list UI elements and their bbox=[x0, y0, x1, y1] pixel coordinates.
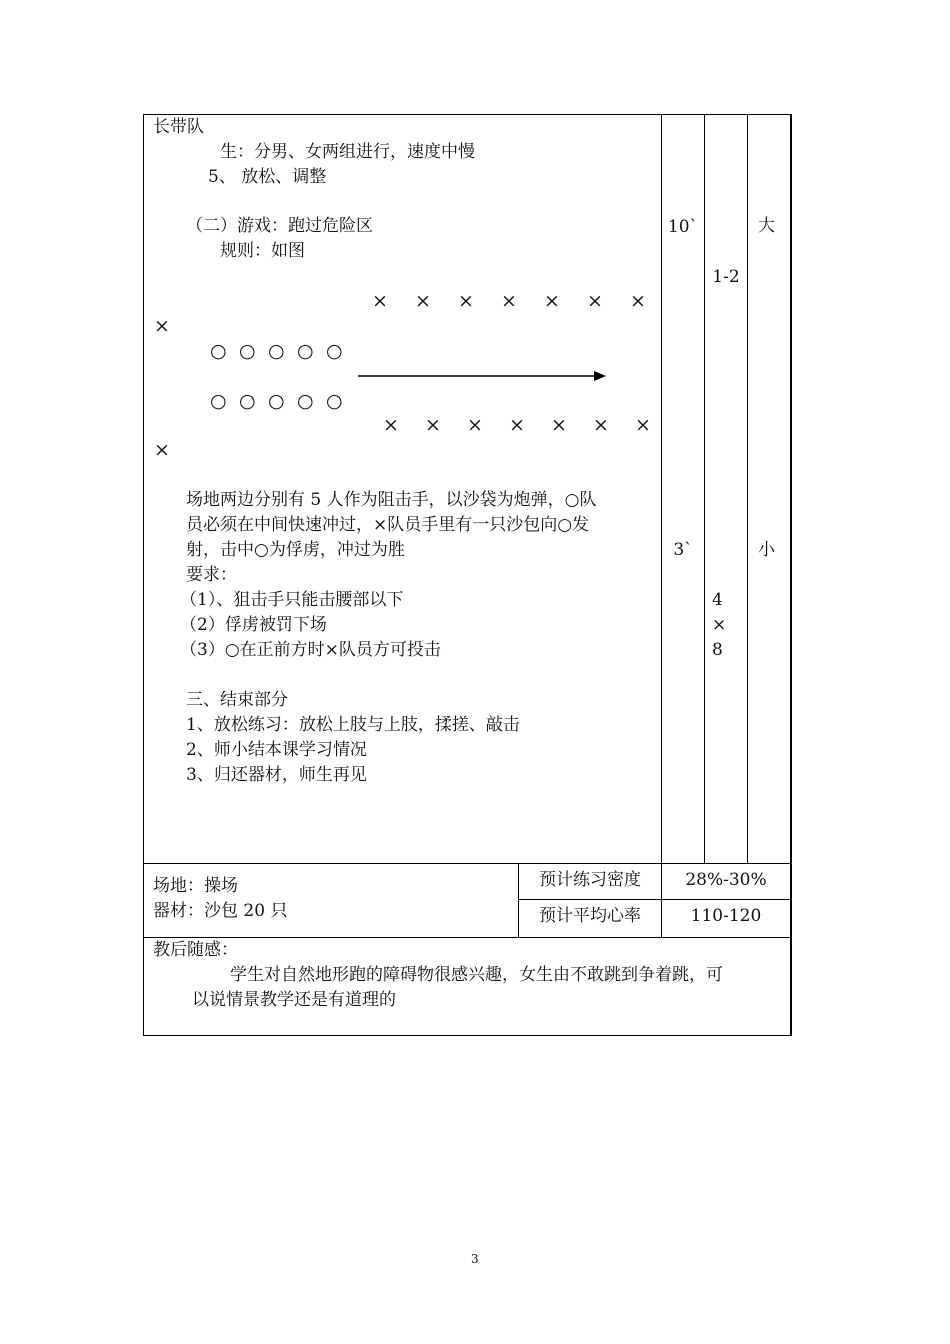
heart-rate-value: 110-120 bbox=[690, 906, 762, 926]
ending-section-title: 三、结束部分 bbox=[186, 690, 288, 710]
cross-mark: × bbox=[415, 290, 431, 312]
time-value-2: 3` bbox=[673, 540, 693, 560]
heart-rate-label: 预计平均心率 bbox=[539, 906, 641, 926]
col-divider-count bbox=[704, 114, 705, 864]
cross-wrap-bottom: × bbox=[154, 439, 170, 461]
description-line-2: 员必须在中间快速冲过，×队员手里有一只沙包向○发 bbox=[186, 515, 590, 535]
arrow-icon bbox=[356, 368, 608, 384]
cross-row-bottom bbox=[383, 415, 655, 435]
venue-label: 场地：操场 bbox=[153, 876, 238, 896]
cross-wrap-top: × bbox=[154, 315, 170, 337]
description-line-1: 场地两边分别有 5 人作为阻击手，以沙袋为炮弹，○队 bbox=[186, 490, 597, 510]
count-value-2-top: 4 bbox=[712, 590, 723, 610]
description-line-3: 射，击中○为俘虏，冲过为胜 bbox=[186, 540, 405, 560]
reflection-top-border bbox=[143, 937, 792, 938]
cross-mark: × bbox=[544, 290, 560, 312]
table-left-border bbox=[143, 114, 144, 1036]
cross-mark: × bbox=[372, 290, 388, 312]
cross-mark: × bbox=[467, 414, 483, 436]
col-divider-time bbox=[661, 114, 662, 938]
ending-item-2: 2、师小结本课学习情况 bbox=[186, 740, 367, 760]
cross-mark: × bbox=[587, 290, 603, 312]
table-top-border bbox=[143, 114, 792, 115]
circle-mark: ○ bbox=[297, 340, 314, 362]
reflection-line-2: 以说情景教学还是有道理的 bbox=[192, 990, 396, 1010]
cross-mark: × bbox=[630, 290, 646, 312]
circle-mark: ○ bbox=[268, 340, 285, 362]
text-line-2: 生：分男、女两组进行，速度中慢 bbox=[220, 142, 475, 162]
circle-row-1 bbox=[210, 341, 346, 361]
cross-mark: × bbox=[509, 414, 525, 436]
count-value-2-times: × bbox=[712, 615, 727, 635]
requirement-1: （1）、狙击手只能击腰部以下 bbox=[180, 590, 404, 610]
text-line-1: 长带队 bbox=[153, 117, 204, 137]
circle-mark: ○ bbox=[326, 340, 343, 362]
table-bottom-border bbox=[143, 1035, 792, 1036]
text-line-3: 5、 放松、调整 bbox=[208, 167, 327, 187]
circle-mark: ○ bbox=[326, 390, 343, 412]
cross-mark: × bbox=[593, 414, 609, 436]
density-value: 28%-30% bbox=[685, 870, 767, 890]
count-value-1: 1-2 bbox=[712, 267, 740, 287]
circle-mark: ○ bbox=[210, 340, 227, 362]
table-right-border bbox=[790, 114, 792, 1036]
cross-mark: × bbox=[383, 414, 399, 436]
cross-mark: × bbox=[425, 414, 441, 436]
cross-mark: × bbox=[501, 290, 517, 312]
density-label: 预计练习密度 bbox=[539, 870, 641, 890]
cross-mark: × bbox=[551, 414, 567, 436]
reflection-title: 教后随感： bbox=[153, 940, 238, 960]
reflection-line-1: 学生对自然地形跑的障碍物很感兴趣，女生由不敢跳到争着跳，可 bbox=[230, 965, 723, 985]
cross-row-top bbox=[372, 291, 650, 311]
circle-mark: ○ bbox=[239, 340, 256, 362]
count-value-2-bottom: 8 bbox=[712, 640, 723, 660]
ending-item-3: 3、归还器材，师生再见 bbox=[186, 765, 367, 785]
intensity-value-1: 大 bbox=[758, 216, 775, 236]
circle-mark: ○ bbox=[268, 390, 285, 412]
intensity-value-2: 小 bbox=[758, 540, 775, 560]
requirement-2: （2）俘虏被罚下场 bbox=[180, 615, 327, 635]
circle-row-2 bbox=[210, 391, 346, 411]
footer-middle-divider bbox=[518, 899, 791, 900]
circle-mark: ○ bbox=[297, 390, 314, 412]
circle-mark: ○ bbox=[239, 390, 256, 412]
ending-item-1: 1、放松练习：放松上肢与上肢，揉搓、敲击 bbox=[186, 715, 520, 735]
requirement-3: （3）○在正前方时×队员方可投击 bbox=[180, 640, 441, 660]
cross-mark: × bbox=[635, 414, 651, 436]
requirements-title: 要求： bbox=[186, 565, 237, 585]
game-rule: 规则：如图 bbox=[220, 241, 305, 261]
footer-top-border bbox=[143, 863, 792, 864]
page-number: 3 bbox=[471, 1252, 479, 1266]
time-value-1: 10` bbox=[667, 217, 699, 237]
equipment-label: 器材：沙包 20 只 bbox=[153, 901, 288, 921]
circle-mark: ○ bbox=[210, 390, 227, 412]
cross-mark: × bbox=[458, 290, 474, 312]
game-title: （二）游戏：跑过危险区 bbox=[186, 216, 373, 236]
